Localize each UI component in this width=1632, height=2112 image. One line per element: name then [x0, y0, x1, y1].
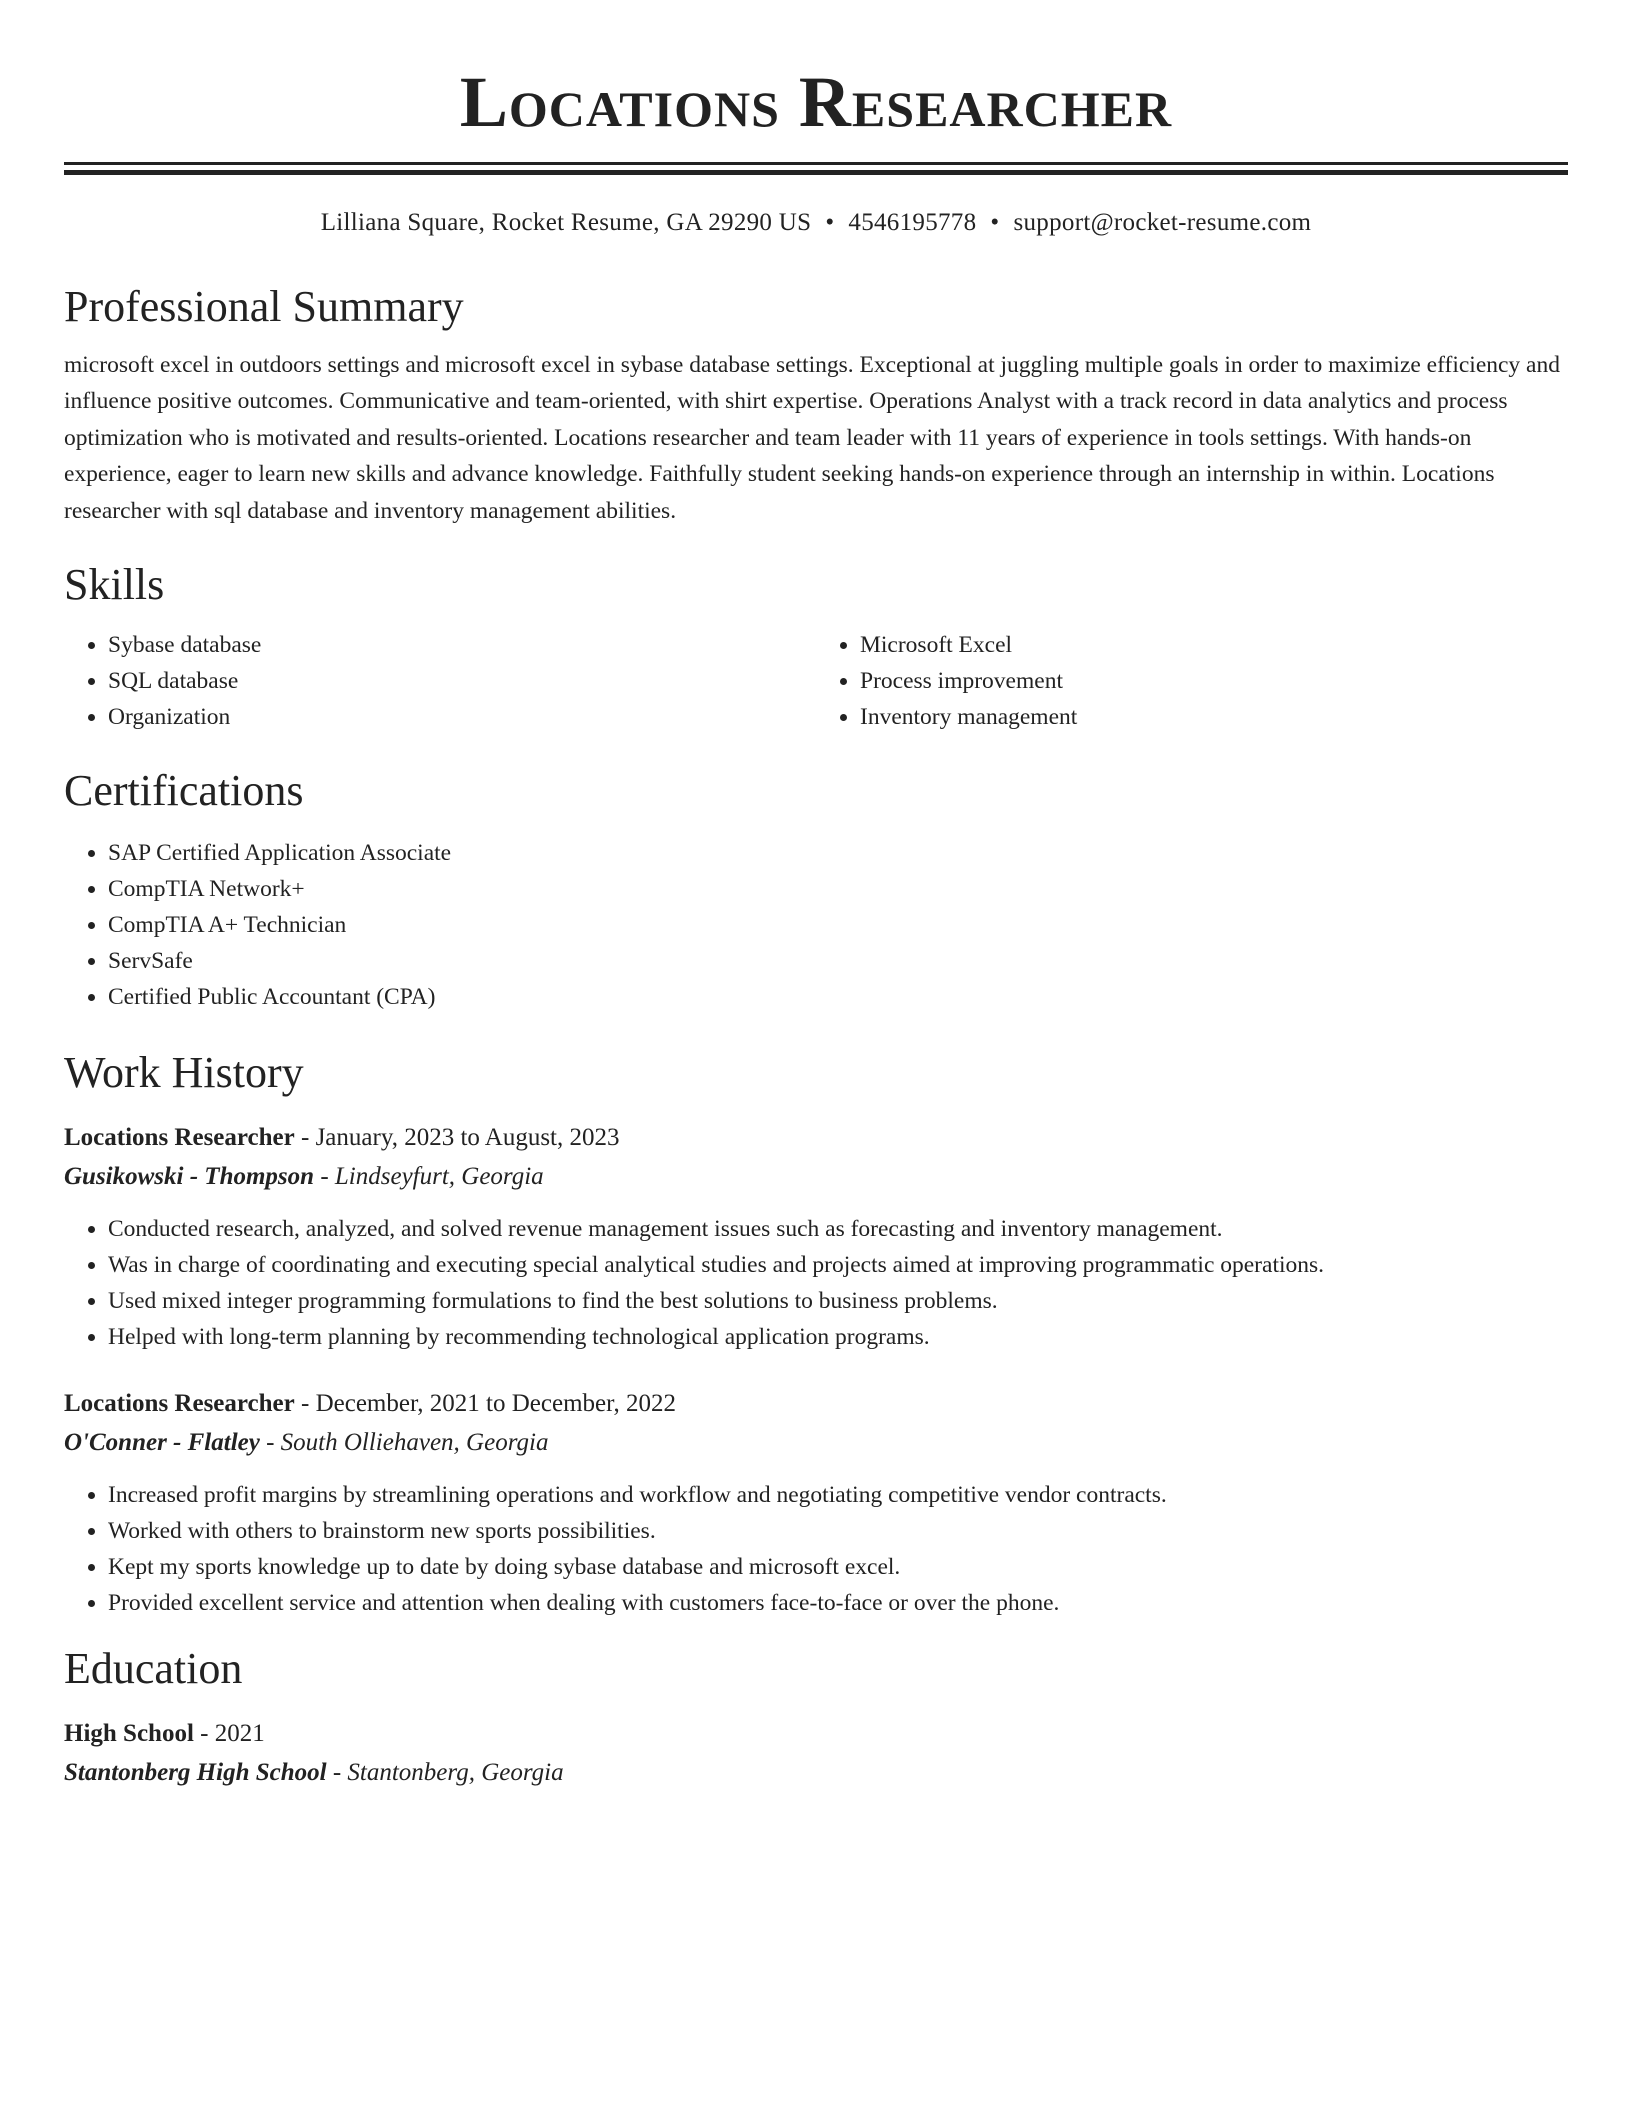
skill-item: • Microsoft Excel: [860, 627, 1568, 663]
header-rule-bottom: [64, 170, 1568, 175]
summary-text: microsoft excel in outdoors settings and microsoft excel in sybase database settings. Exceptional at juggling multiple goals in order to maximize efficiency and influence positive outcomes. Communicative and team-oriented, with shirt expertise. Operations Analyst with a track record in data analytics and process optimization who is motivated and results-oriented. Locations researcher and team leader with 11 years of experience in tools settings. With hands-on experience, eager to learn new skills and advance knowledge. Faithfully student seeking hands-on experience through an internship in within. Locations researcher with sql database and inventory management abilities.: [64, 352, 1560, 524]
resume-name: Locations Researcher: [459, 62, 1173, 142]
job-bullet: • Increased profit margins by streamlining operations and workflow and negotiating competitive vendor contracts.: [108, 1477, 1568, 1513]
resume-page: [64, 0, 1568, 1793]
job-dates: - January, 2023 to August, 2023: [294, 1124, 620, 1152]
job-title-line: [64, 1385, 1568, 1423]
certification-item: • ServSafe: [108, 943, 1568, 979]
job-bullet: • Helped with long-term planning by recommending technological application programs.: [108, 1319, 1568, 1355]
job-bullets: [64, 1211, 1568, 1355]
skills-columns: [64, 627, 1568, 735]
job-company-line: [64, 1157, 1568, 1197]
skills-list-right: [816, 627, 1568, 735]
certification-item: • SAP Certified Application Associate: [108, 835, 1568, 871]
education-year: - 2021: [193, 1720, 265, 1748]
contact-line: [64, 205, 1568, 241]
certification-item: • Certified Public Accountant (CPA): [108, 979, 1568, 1015]
contact-address: Lilliana Square, Rocket Resume, GA 29290 US: [320, 209, 812, 236]
skills-heading: Skills: [64, 560, 165, 610]
job-entry: [64, 1385, 1568, 1621]
job-title: Locations Researcher: [64, 1390, 295, 1418]
job-entry: [64, 1119, 1568, 1355]
skill-item: • Organization: [108, 699, 816, 735]
education-school: Stantonberg High School: [64, 1759, 327, 1787]
job-bullet: • Worked with others to brainstorm new sports possibilities.: [108, 1513, 1568, 1549]
work-history-heading: Work History: [64, 1048, 304, 1098]
job-bullet: • Kept my sports knowledge up to date by doing sybase database and microsoft excel.: [108, 1549, 1568, 1585]
summary-heading: Professional Summary: [64, 282, 464, 331]
job-bullet: • Was in charge of coordinating and executing special analytical studies and projects aimed at improving programmatic operations.: [108, 1247, 1568, 1283]
education-degree-line: [64, 1715, 1568, 1753]
contact-separator: •: [990, 209, 1000, 236]
job-bullets: [64, 1477, 1568, 1621]
job-bullet: • Used mixed integer programming formulations to find the best solutions to business problems.: [108, 1283, 1568, 1319]
skill-item: • SQL database: [108, 663, 816, 699]
skill-item: • Process improvement: [860, 663, 1568, 699]
contact-email: support@rocket-resume.com: [1013, 209, 1312, 236]
skill-item: • Inventory management: [860, 699, 1568, 735]
job-bullet: • Conducted research, analyzed, and solved revenue management issues such as forecasting and inventory management.: [108, 1211, 1568, 1247]
education-location: - Stantonberg, Georgia: [326, 1759, 564, 1787]
education-school-line: [64, 1753, 1568, 1793]
job-company: O'Conner - Flatley: [64, 1429, 260, 1457]
skill-item: • Sybase database: [108, 627, 816, 663]
certification-item: • CompTIA Network+: [108, 871, 1568, 907]
job-location: - Lindseyfurt, Georgia: [314, 1163, 544, 1191]
job-company: Gusikowski - Thompson: [64, 1163, 315, 1191]
job-title-line: [64, 1119, 1568, 1157]
skills-list-left: [64, 627, 816, 735]
certifications-list: [64, 835, 1568, 1015]
header-rule-top: [64, 162, 1568, 165]
contact-phone: 4546195778: [848, 209, 977, 236]
job-company-line: [64, 1423, 1568, 1463]
job-location: - South Olliehaven, Georgia: [259, 1429, 549, 1457]
job-dates: - December, 2021 to December, 2022: [294, 1390, 676, 1418]
contact-separator: •: [825, 209, 835, 236]
certification-item: • CompTIA A+ Technician: [108, 907, 1568, 943]
education-degree: High School: [64, 1720, 194, 1748]
job-title: Locations Researcher: [64, 1124, 295, 1152]
job-bullet: • Provided excellent service and attention when dealing with customers face-to-face or over the phone.: [108, 1585, 1568, 1621]
education-heading: Education: [64, 1644, 243, 1694]
certifications-heading: Certifications: [64, 766, 304, 816]
